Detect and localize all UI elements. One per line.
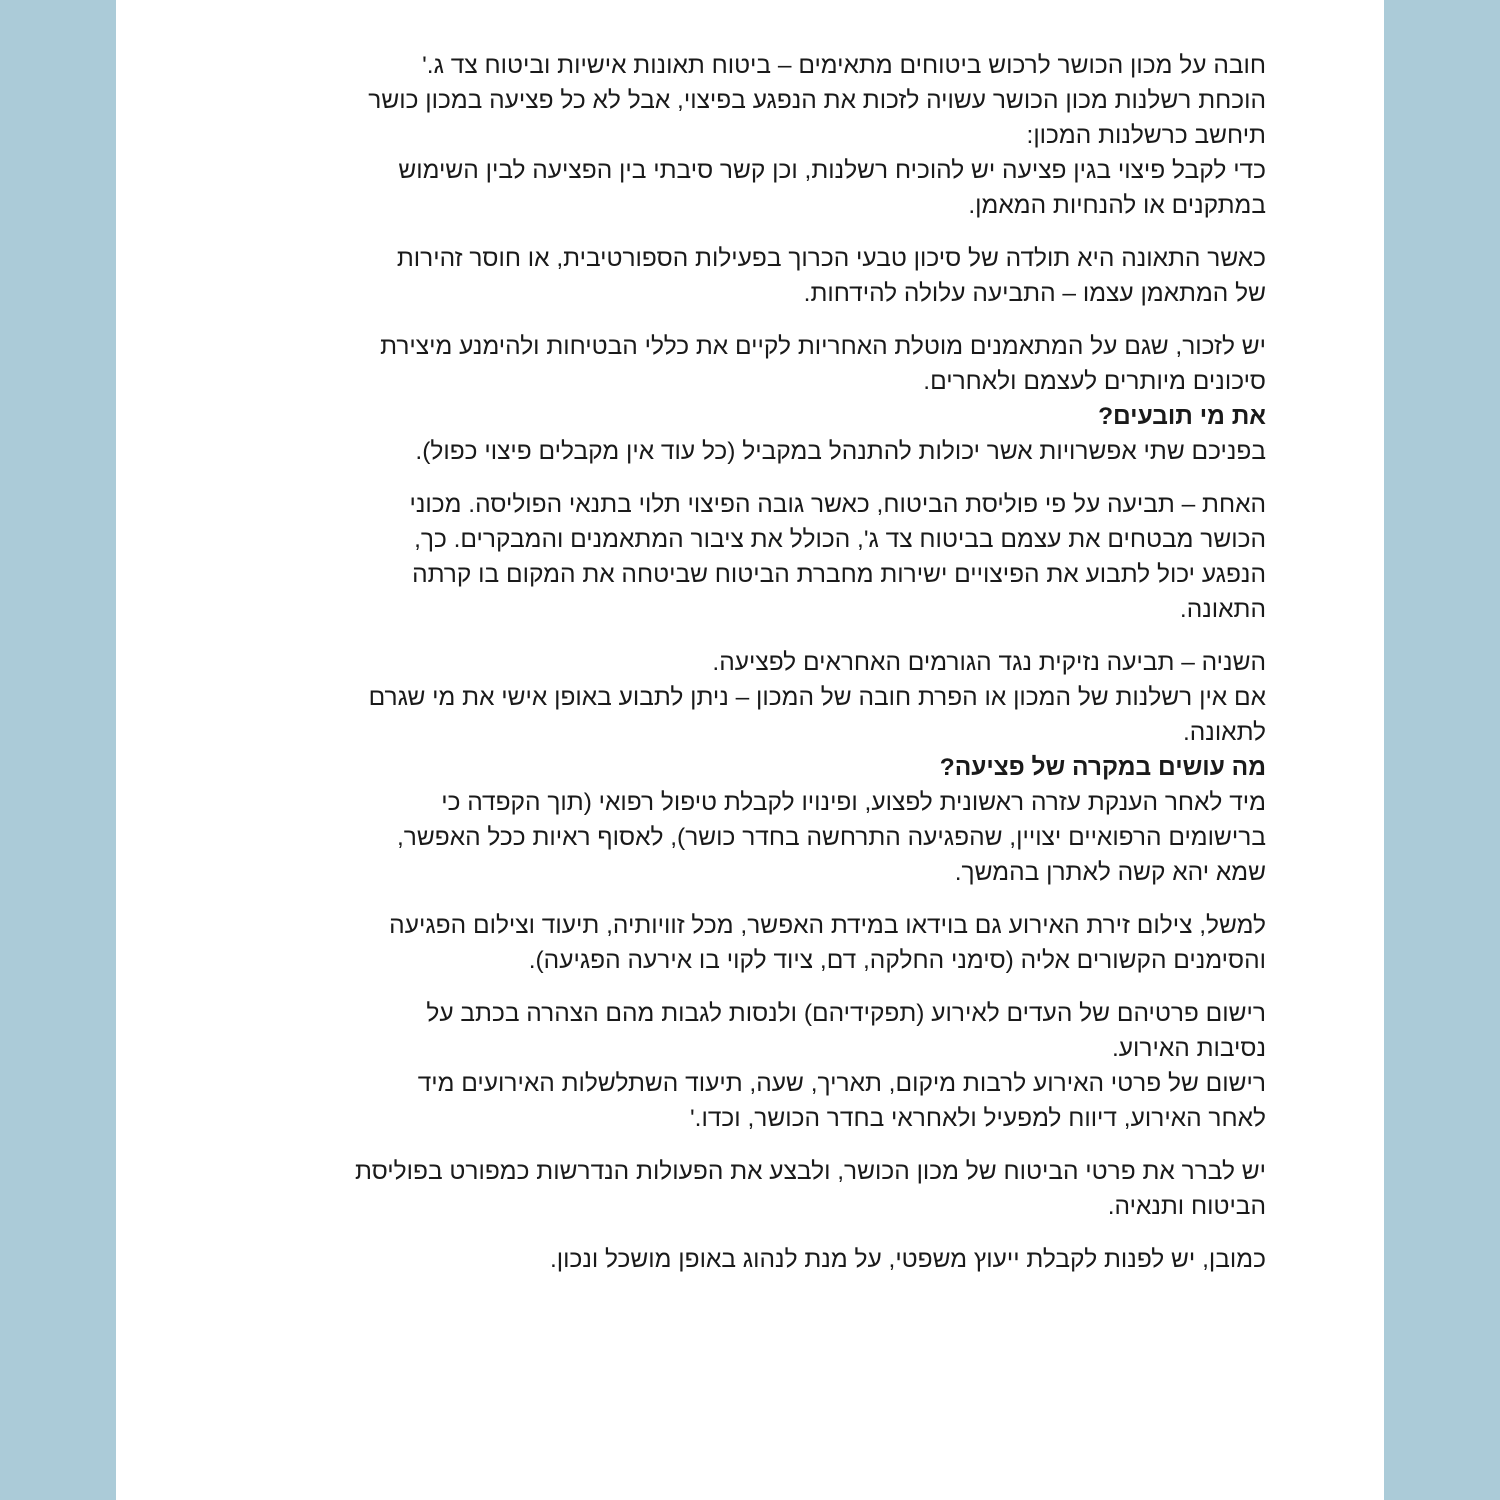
text-line: אם אין רשלנות של המכון או הפרת חובה של המכון – ניתן לתבוע באופן אישי את מי שגרם xyxy=(368,684,1266,711)
section-heading-what-to-do: מה עושים במקרה של פציעה? xyxy=(939,754,1266,781)
text-line: לאחר האירוע, דיווח למפעיל ולאחראי בחדר הכושר, וכדו.' xyxy=(689,1105,1266,1132)
text-line: כדי לקבל פיצוי בגין פציעה יש להוכיח רשלנות, וכן קשר סיבתי בין הפציעה לבין השימוש xyxy=(398,157,1266,184)
text-line: סיכונים מיותרים לעצמם ולאחרים. xyxy=(923,368,1266,395)
section-heading-whom-to-sue: את מי תובעים? xyxy=(1098,403,1266,430)
text-line: מיד לאחר הענקת עזרה ראשונית לפצוע, ופינויו לקבלת טיפול רפואי (תוך הקפדה כי xyxy=(441,789,1266,816)
paragraph-insurance-duty xyxy=(276,48,1266,223)
text-line: כמובן, יש לפנות לקבלת ייעוץ משפטי, על מנת לנהוג באופן מושכל ונכון. xyxy=(549,1246,1266,1273)
text-line: שמא יהא קשה לאתרן בהמשך. xyxy=(954,859,1266,886)
document-page xyxy=(116,0,1384,1500)
text-line: יש לברר את פרטי הביטוח של מכון הכושר, ולבצע את הפעולות הנדרשות כמפורט בפוליסת xyxy=(355,1158,1266,1185)
text-line: הכושר מבטחים את עצמם בביטוח צד ג', הכולל את ציבור המתאמנים והמבקרים. כך, xyxy=(414,526,1266,553)
text-line: כאשר התאונה היא תולדה של סיכון טבעי הכרוך בפעילות הספורטיבית, או חוסר זהירות xyxy=(396,245,1266,272)
document-body xyxy=(276,48,1266,1277)
text-line: רישום של פרטי האירוע לרבות מיקום, תאריך, שעה, תיעוד השתלשלות האירועים מיד xyxy=(417,1070,1266,1097)
text-line: חובה על מכון הכושר לרכוש ביטוחים מתאימים – ביטוח תאונות אישיות וביטוח צד ג.' xyxy=(422,52,1266,79)
paragraph-legal-advice xyxy=(276,1242,1266,1277)
paragraph-option-one xyxy=(276,487,1266,627)
paragraph-documentation xyxy=(276,908,1266,978)
text-line: נסיבות האירוע. xyxy=(1111,1035,1266,1062)
text-line: ברישומים הרפואיים יצויין, שהפגיעה התרחשה בחדר כושר), לאסוף ראיות ככל האפשר, xyxy=(396,824,1266,851)
paragraph-trainee-responsibility xyxy=(276,329,1266,469)
text-line: והסימנים הקשורים אליה (סימני החלקה, דם, ציוד לקוי בו אירעה הפגיעה). xyxy=(528,947,1266,974)
text-line: השניה – תביעה נזיקית נגד הגורמים האחראים לפציעה. xyxy=(712,649,1266,676)
text-line: התאונה. xyxy=(1179,596,1266,623)
text-line: של המתאמן עצמו – התביעה עלולה להידחות. xyxy=(803,280,1266,307)
text-line: הוכחת רשלנות מכון הכושר עשויה לזכות את הנפגע בפיצוי, אבל לא כל פציעה במכון כושר xyxy=(368,87,1266,114)
text-line: הביטוח ותנאיה. xyxy=(1107,1193,1266,1220)
paragraph-insurance-details xyxy=(276,1154,1266,1224)
text-line: רישום פרטיהם של העדים לאירוע (תפקידיהם) ולנסות לגבות מהם הצהרה בכתב על xyxy=(426,1000,1266,1027)
paragraph-witnesses xyxy=(276,996,1266,1136)
paragraph-natural-risk xyxy=(276,241,1266,311)
text-line: תיחשב כרשלנות המכון: xyxy=(1026,122,1266,149)
text-line: במתקנים או להנחיות המאמן. xyxy=(968,192,1266,219)
paragraph-option-two xyxy=(276,645,1266,890)
text-line: האחת – תביעה על פי פוליסת הביטוח, כאשר גובה הפיצוי תלוי בתנאי הפוליסה. מכוני xyxy=(409,491,1266,518)
text-line: לתאונה. xyxy=(1182,719,1266,746)
text-line: יש לזכור, שגם על המתאמנים מוטלת האחריות לקיים את כללי הבטיחות ולהימנע מיצירת xyxy=(380,333,1266,360)
text-line: הנפגע יכול לתבוע את הפיצויים ישירות מחברת הביטוח שביטחה את המקום בו קרתה xyxy=(412,561,1266,588)
text-line: בפניכם שתי אפשרויות אשר יכולות להתנהל במקביל (כל עוד אין מקבלים פיצוי כפול). xyxy=(415,438,1266,465)
text-line: למשל, צילום זירת האירוע גם בוידאו במידת האפשר, מכל זוויותיה, תיעוד וצילום הפגיעה xyxy=(389,912,1266,939)
